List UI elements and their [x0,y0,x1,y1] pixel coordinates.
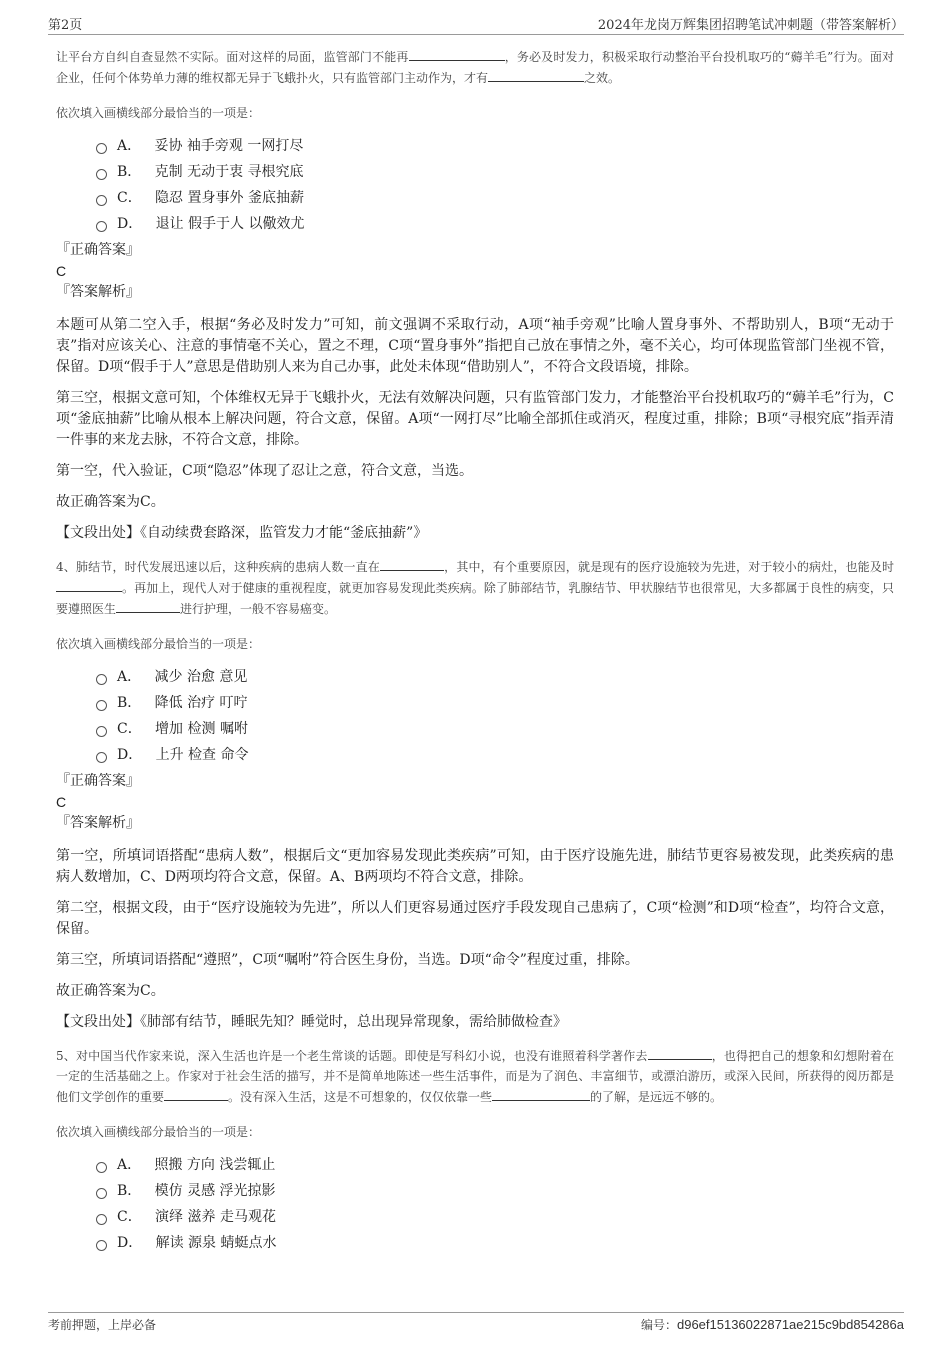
option-d[interactable]: D． 解读 源泉 蜻蜓点水 [96,1230,894,1256]
radio-icon[interactable] [96,1188,107,1199]
page-footer [48,1312,904,1339]
question-4 [56,556,894,1033]
answer-value: C [56,263,67,279]
answer-label: 『正确答案』 [56,242,140,258]
option-list [96,1152,894,1256]
radio-icon[interactable] [96,674,107,685]
fill-blank [116,598,180,613]
analysis-paragraph: 本题可从第二空入手，根据“务必及时发力”可知，前文强调不采取行动，A项“袖手旁观”比喻人置身事外、不帮助别人，B项“无动于衷”指对应该关心、注意的事情毫不关心，置之不理，C项“置身事外”指把自己放在事情之外，毫不关心，均可体现监管部门坐视不管，保留。D项“假手于人”意思是借助别人来为自己办事，此处未体现“借助别人”，不符合文段语境，排除。 [56,317,894,375]
document-title: 2024年龙岗万辉集团招聘笔试冲刺题（带答案解析） [597,18,904,33]
radio-icon[interactable] [96,169,107,180]
analysis-paragraph: 故正确答案为C。 [56,983,165,999]
option-a[interactable]: A． 减少 治愈 意见 [96,664,894,690]
fill-blank [380,556,444,571]
fill-blank [409,46,505,61]
radio-icon[interactable] [96,1162,107,1173]
analysis-paragraph: 第二空，根据文段，由于“医疗设施较为先进”，所以人们更容易通过医疗手段发现自己患病了，C项“检测”和D项“检查”，均符合文意，保留。 [56,900,894,937]
fill-blank [492,1086,590,1101]
option-b[interactable]: B． 模仿 灵感 浮光掠影 [96,1178,894,1204]
question-3 [56,46,894,544]
fill-blank [56,577,122,592]
page-header [48,12,904,35]
footer-slogan: 考前押题，上岸必备 [48,1318,157,1332]
option-c[interactable]: C． 隐忍 置身事外 釜底抽薪 [96,185,894,211]
question-prompt: 依次填入画横线部分最恰当的一项是： [56,637,261,651]
analysis-paragraph: 第三空，所填词语搭配“遵照”，C项“嘱咐”符合医生身份，当选。D项“命令”程度过重，排除。 [56,952,639,968]
question-stem: 5、对中国当代作家来说，深入生活也许是一个老生常谈的话题。即使是写科幻小说，也没有谁照着科学著作去 ，也得把自己的想象和幻想附着在一定的生活基础之上。作家对于社会生活的描写，并不是简单地陈述一些生活事件，而是为了润色、丰富细节，或漂泊游历，或深入民间，所获得的阅历都是他们文学创作的重要 。没有深入生活，这是不可想象的，仅仅依靠一些 的了解，是远远不够的。 [56,1045,894,1107]
radio-icon[interactable] [96,700,107,711]
fill-blank [648,1045,712,1060]
analysis-label: 『答案解析』 [56,815,140,831]
analysis-paragraph: 第三空，根据文意可知，个体维权无异于飞蛾扑火，无法有效解决问题，只有监管部门发力，才能整治平台投机取巧的“薅羊毛”行为，C项“釜底抽薪”比喻从根本上解决问题，符合文意，保留。A项“一网打尽”比喻全部抓住或消灭，程度过重，排除；B项“寻根究底”指弄清一件事的来龙去脉，不符合文意，排除。 [56,390,894,448]
answer-label: 『正确答案』 [56,773,140,789]
radio-icon[interactable] [96,221,107,232]
question-stem: 4、肺结节，时代发展迅速以后，这种疾病的患病人数一直在 ，其中，有个重要原因，就是现有的医疗设施较为先进，对于较小的病灶，也能及时。再加上，现代人对于健康的重视程度，就更加容易发现此类疾病。除了肺部结节，乳腺结节、甲状腺结节也很常见，大多都属于良性的病变，只要遵照医生 进行护理，一般不容易癌变。 [56,556,894,619]
question-5 [56,1045,894,1256]
option-d[interactable]: D． 上升 检查 命令 [96,742,894,768]
page-number: 第2页 [48,18,83,33]
question-prompt: 依次填入画横线部分最恰当的一项是： [56,1125,261,1139]
radio-icon[interactable] [96,752,107,763]
document-body [56,38,894,1256]
option-d[interactable]: D． 退让 假手于人 以儆效尤 [96,211,894,237]
option-c[interactable]: C． 演绎 滋养 走马观花 [96,1204,894,1230]
source-citation: 【文段出处】《肺部有结节，睡眠先知？睡觉时，总出现异常现象，需给肺做检查》 [56,1014,567,1030]
document-code: 编号：d96ef15136022871ae215c9bd854286a [640,1317,904,1332]
fill-blank [164,1086,228,1101]
analysis-paragraph: 故正确答案为C。 [56,494,165,510]
analysis-paragraph: 第一空，所填词语搭配“患病人数”，根据后文“更加容易发现此类疾病”可知，由于医疗设施先进，肺结节更容易被发现，此类疾病的患病人数增加，C、D两项均符合文意，保留。A、B两项均不符合文意，排除。 [56,848,894,885]
answer-value: C [56,794,67,810]
option-b[interactable]: B． 克制 无动于衷 寻根究底 [96,159,894,185]
fill-blank [488,67,584,82]
option-c[interactable]: C． 增加 检测 嘱咐 [96,716,894,742]
source-citation: 【文段出处】《自动续费套路深，监管发力才能“釜底抽薪”》 [56,525,428,541]
question-stem: 让平台方自纠自查显然不实际。面对这样的局面，监管部门不能再 ，务必及时发力，积极采取行动整治平台投机取巧的“薅羊毛”行为。面对企业，任何个体势单力薄的维权都无异于飞蛾扑火，只有监管部门主动作为，才有 之效。 [56,46,894,88]
radio-icon[interactable] [96,1214,107,1225]
option-a[interactable]: A． 妥协 袖手旁观 一网打尽 [96,133,894,159]
radio-icon[interactable] [96,143,107,154]
option-list [96,664,894,768]
radio-icon[interactable] [96,726,107,737]
question-prompt: 依次填入画横线部分最恰当的一项是： [56,106,261,120]
radio-icon[interactable] [96,195,107,206]
analysis-label: 『答案解析』 [56,284,140,300]
option-b[interactable]: B． 降低 治疗 叮咛 [96,690,894,716]
option-list [96,133,894,237]
analysis-paragraph: 第一空，代入验证，C项“隐忍”体现了忍让之意，符合文意，当选。 [56,463,474,479]
option-a[interactable]: A． 照搬 方向 浅尝辄止 [96,1152,894,1178]
radio-icon[interactable] [96,1240,107,1251]
